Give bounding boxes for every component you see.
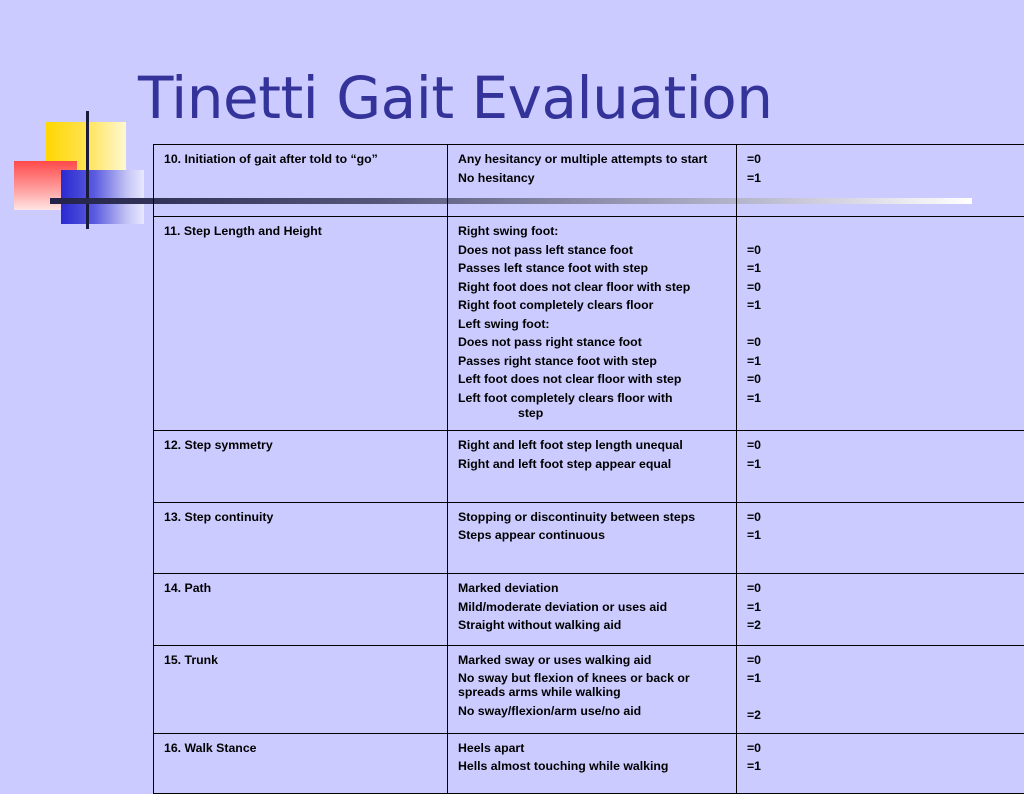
score: =1 [747,600,1015,614]
item-label: 13. Step continuity [164,510,437,524]
criterion: Right and left foot step appear equal [458,457,726,471]
criterion: Hells almost touching while walking [458,759,726,773]
score: =0 [747,438,1015,452]
table-row-item-13 [154,502,1024,574]
criteria-cell [448,217,737,431]
score-cell [737,145,1024,217]
criterion: Straight without walking aid [458,618,726,632]
item-cell [154,574,448,646]
criterion: Passes left stance foot with step [458,261,726,275]
score-cell [737,431,1024,503]
criterion: Passes right stance foot with step [458,354,726,368]
criterion-heading: Right swing foot: [458,224,726,238]
score: =1 [747,261,1015,275]
score-spacer [747,690,1015,704]
criteria-cell [448,733,737,793]
item-label: 14. Path [164,581,437,595]
criteria-cell [448,502,737,574]
score: =0 [747,581,1015,595]
score: =1 [747,457,1015,471]
score-cell [737,502,1024,574]
criterion: Heels apart [458,741,726,755]
criteria-cell [448,431,737,503]
item-cell [154,645,448,733]
score-cell [737,217,1024,431]
item-label: 10. Initiation of gait after told to “go” [164,152,437,166]
criterion: Does not pass right stance foot [458,335,726,349]
item-cell [154,733,448,793]
item-cell [154,145,448,217]
decor-blue-square [61,170,144,224]
score: =1 [747,528,1015,542]
score-cell [737,574,1024,646]
score: =2 [747,708,1015,722]
score: =1 [747,391,1015,405]
criterion: Marked deviation [458,581,726,595]
criteria-cell [448,574,737,646]
item-label: 12. Step symmetry [164,438,437,452]
table-row-item-14 [154,574,1024,646]
score: =0 [747,510,1015,524]
criteria-cell [448,145,737,217]
criteria-cell [448,645,737,733]
criterion: No sway but flexion of knees or back or spreads arms while walking [458,671,726,699]
score-spacer [747,317,1015,331]
item-cell [154,502,448,574]
criterion: Steps appear continuous [458,528,726,542]
item-label: 15. Trunk [164,653,437,667]
table-row-item-11 [154,217,1024,431]
score: =1 [747,671,1015,685]
criterion: Marked sway or uses walking aid [458,653,726,667]
criterion: No sway/flexion/arm use/no aid [458,704,726,718]
criterion: Right and left foot step length unequal [458,438,726,452]
table-row-item-15 [154,645,1024,733]
score: =1 [747,298,1015,312]
item-cell [154,431,448,503]
gait-evaluation-table [153,144,1024,794]
criterion: Any hesitancy or multiple attempts to start [458,152,726,166]
score: =0 [747,280,1015,294]
score: =1 [747,759,1015,773]
criterion-heading: Left swing foot: [458,317,726,331]
score: =0 [747,653,1015,667]
table-row-item-10 [154,145,1024,217]
criterion: Right foot does not clear floor with step [458,280,726,294]
table-row-item-16 [154,733,1024,793]
score-cell [737,733,1024,793]
score: =0 [747,152,1015,166]
criterion: No hesitancy [458,171,726,185]
table-row-item-12 [154,431,1024,503]
criterion: Left foot does not clear floor with step [458,372,726,386]
score: =0 [747,741,1015,755]
item-cell [154,217,448,431]
criterion: Left foot completely clears floor with [458,391,726,405]
score-cell [737,645,1024,733]
score: =0 [747,372,1015,386]
criterion: Does not pass left stance foot [458,243,726,257]
score: =0 [747,335,1015,349]
score: =1 [747,354,1015,368]
slide-title: Tinetti Gait Evaluation [138,62,773,134]
score: =2 [747,618,1015,632]
criterion: Right foot completely clears floor [458,298,726,312]
criterion-continuation: step [458,406,726,420]
score: =0 [747,243,1015,257]
criterion: Stopping or discontinuity between steps [458,510,726,524]
criterion: Mild/moderate deviation or uses aid [458,600,726,614]
item-label: 16. Walk Stance [164,741,437,755]
item-label: 11. Step Length and Height [164,224,437,238]
decor-vertical-line [86,111,89,229]
score: =1 [747,171,1015,185]
score-spacer [747,224,1015,238]
